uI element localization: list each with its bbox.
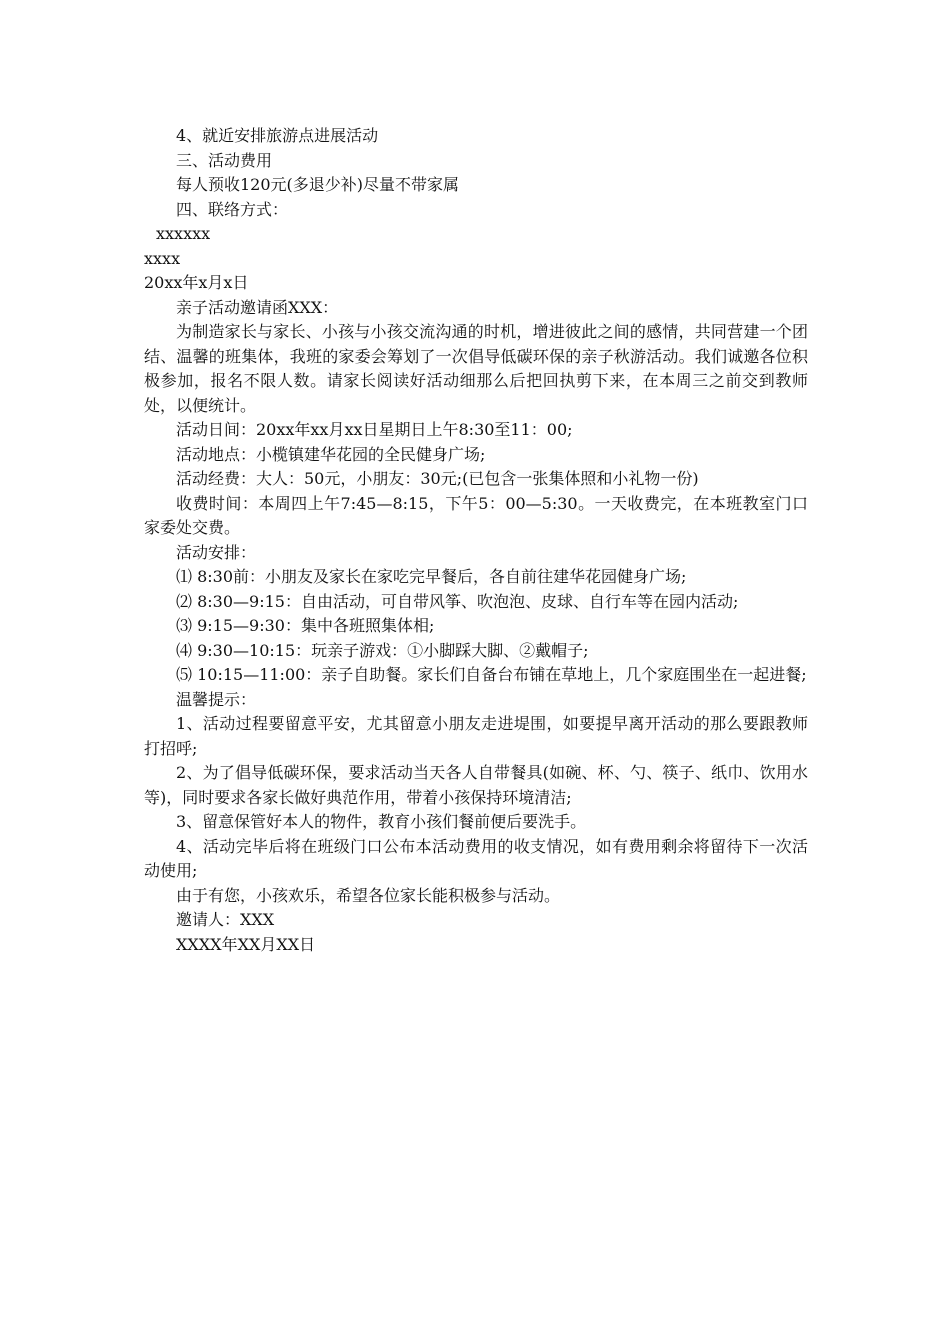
list-item: ⑸ 10:15—11:00：亲子自助餐。家长们自备台布铺在草地上，几个家庭围坐在一起进餐; (176, 665, 807, 684)
date-line: 20xx年x月x日 (144, 273, 249, 292)
paragraph: 每人预收120元(多退少补)尽量不带家属 (176, 175, 460, 194)
paragraph: 活动地点：小榄镇建华花园的全民健身广场; (176, 444, 486, 464)
section-heading: 四、联络方式： (176, 199, 289, 219)
list-item: ⑶ 9:15—9:30：集中各班照集体相; (176, 616, 435, 635)
list-item: 2、为了倡导低碳环保，要求活动当天各人自带餐具(如碗、杯、勺、筷子、纸巾、饮用水等)，同时要求各家长做好典范作用，带着小孩保持环境清洁; (144, 763, 808, 807)
section-heading: 三、活动费用 (176, 150, 273, 170)
document-page (144, 124, 808, 957)
contact-line: xxxx (144, 248, 181, 268)
list-item: 1、活动过程要留意平安，尤其留意小朋友走进堤围，如要提早离开活动的那么要跟教师打招呼; (144, 714, 808, 758)
list-item: 4、就近安排旅游点进展活动 (176, 126, 379, 145)
paragraph: 活动日间：20xx年xx月xx日星期日上午8:30至11：00; (176, 420, 573, 439)
section-heading: 温馨提示： (176, 689, 257, 709)
list-item: 4、活动完毕后将在班级门口公布本活动费用的收支情况，如有费用剩余将留待下一次活动使用; (144, 836, 808, 880)
paragraph: 为制造家长与家长、小孩与小孩交流沟通的时机，增进彼此之间的感情，共同营建一个团结、温馨的班集体，我班的家委会筹划了一次倡导低碳环保的亲子秋游活动。我们诚邀各位积极参加，报名不限人数。请家长阅读好活动细那么后把回执剪下来，在本周三之前交到教师处，以便统计。 (144, 322, 808, 415)
section-heading: 活动安排： (176, 542, 257, 562)
paragraph: 由于有您，小孩欢乐，希望各位家长能积极参与活动。 (176, 885, 561, 905)
list-item: ⑷ 9:30—10:15：玩亲子游戏：①小脚踩大脚、②戴帽子; (176, 640, 589, 660)
signature-line: 邀请人：XXX (176, 910, 275, 929)
paragraph: 收费时间：本周四上午7:45—8:15，下午5：00—5:30。一天收费完，在本班教室门口家委处交费。 (144, 493, 808, 537)
contact-line: xxxxxx (156, 224, 211, 243)
list-item: ⑴ 8:30前：小朋友及家长在家吃完早餐后，各自前往建华花园健身广场; (176, 567, 687, 586)
list-item: ⑵ 8:30—9:15：自由活动，可自带风筝、吹泡泡、皮球、自行车等在园内活动; (176, 591, 739, 611)
invitation-title: 亲子活动邀请函XXX： (176, 297, 339, 317)
date-line: XXXX年XX月XX日 (176, 934, 316, 954)
list-item: 3、留意保管好本人的物件，教育小孩们餐前便后要洗手。 (176, 812, 587, 831)
paragraph: 活动经费：大人：50元，小朋友：30元;(已包含一张集体照和小礼物一份) (176, 469, 699, 488)
